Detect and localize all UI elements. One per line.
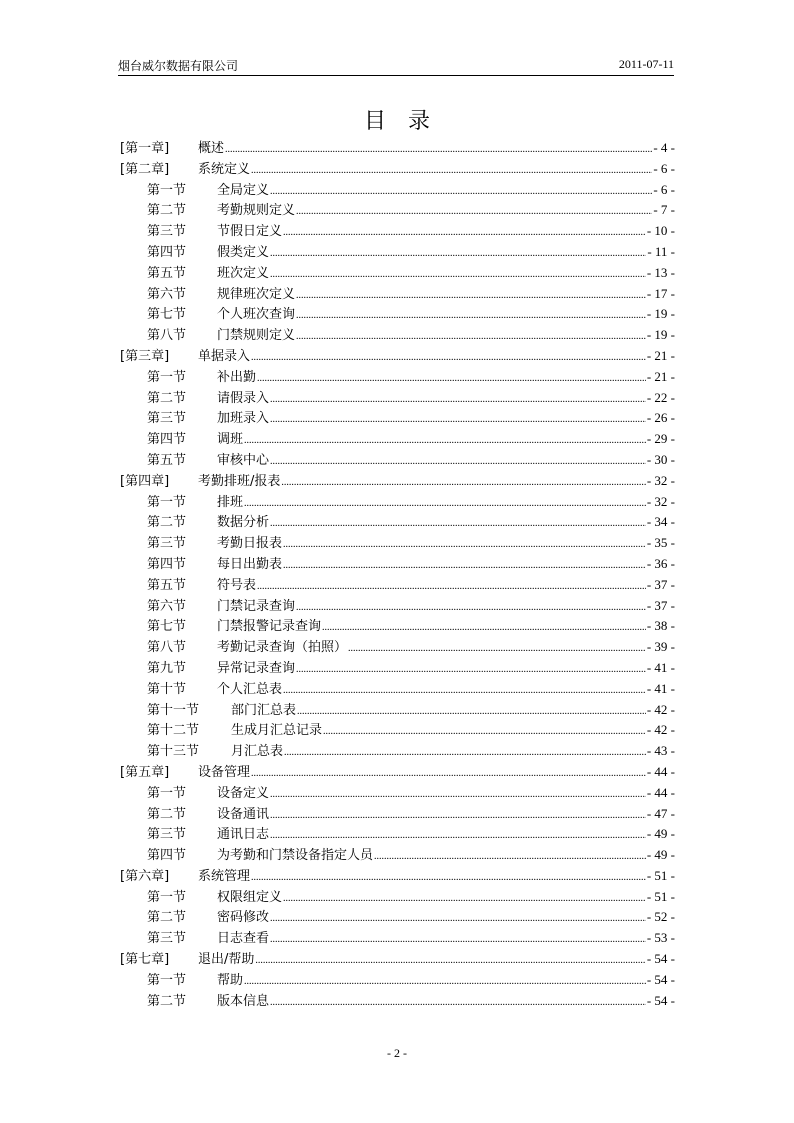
toc-dot-leader — [283, 889, 646, 910]
toc-entry-page: - 26 - — [646, 410, 675, 426]
toc-entry-title: 节假日定义 — [217, 224, 283, 240]
toc-dot-leader — [322, 618, 646, 639]
toc-dot-leader — [244, 431, 646, 452]
toc-entry-title: 假类定义 — [217, 244, 270, 260]
toc-entry-title: 为考勤和门禁设备指定人员 — [217, 848, 374, 864]
toc-chapter-entry[interactable] — [120, 762, 675, 783]
toc-entry-title: 权限组定义 — [217, 889, 283, 905]
toc-section-entry[interactable] — [120, 554, 675, 575]
toc-entry-title: 概述 — [198, 141, 225, 156]
toc-chapter-entry[interactable] — [120, 949, 675, 970]
toc-entry-title: 考勤日报表 — [217, 536, 283, 552]
toc-entry-title: 考勤排班/报表 — [198, 473, 281, 489]
toc-entry-title: 异常记录查询 — [217, 660, 296, 676]
toc-chapter-entry[interactable] — [120, 346, 675, 367]
toc-entry-label: 第二节 — [147, 203, 187, 219]
toc-entry-page: - 54 - — [646, 992, 675, 1008]
toc-dot-leader — [251, 868, 646, 889]
toc-entry-title: 帮助 — [217, 972, 244, 988]
toc-section-entry[interactable] — [120, 388, 675, 409]
toc-entry-label: 第九节 — [147, 660, 187, 676]
toc-entry-page: - 39 - — [646, 639, 675, 655]
toc-entry-title: 排班 — [217, 494, 244, 510]
toc-entry-label: 第五节 — [147, 265, 187, 281]
toc-entry-label: [第五章] — [120, 764, 170, 780]
toc-entry-title: 日志查看 — [217, 931, 270, 947]
toc-entry-page: - 52 - — [646, 909, 675, 925]
toc-section-entry[interactable] — [120, 783, 675, 804]
toc-entry-label: [第六章] — [120, 868, 170, 884]
toc-dot-leader — [296, 306, 646, 327]
toc-entry-label: 第七节 — [147, 307, 187, 323]
toc-entry-label: 第二节 — [147, 390, 187, 406]
toc-entry-title: 系统定义 — [198, 161, 251, 177]
toc-dot-leader — [244, 972, 646, 993]
toc-entry-title: 考勤记录查询（拍照） — [217, 640, 348, 656]
toc-entry-label: 第四节 — [147, 432, 187, 448]
toc-entry-title: 门禁报警记录查询 — [217, 619, 322, 635]
toc-section-entry[interactable] — [120, 284, 675, 305]
toc-entry-page: - 35 - — [646, 535, 675, 551]
toc-chapter-entry[interactable] — [120, 159, 675, 180]
toc-section-entry[interactable] — [120, 700, 675, 721]
toc-section-entry[interactable] — [120, 845, 675, 866]
toc-entry-label: [第四章] — [120, 473, 170, 489]
toc-entry-label: 第三节 — [147, 931, 187, 947]
toc-dot-leader — [270, 265, 646, 286]
toc-dot-leader — [296, 202, 652, 223]
toc-entry-label: 第十一节 — [147, 702, 200, 718]
toc-entry-label: 第一节 — [147, 182, 187, 198]
toc-entry-page: - 36 - — [646, 555, 675, 571]
toc-section-entry[interactable] — [120, 824, 675, 845]
toc-section-entry[interactable] — [120, 429, 675, 450]
toc-entry-label: 第十二节 — [147, 723, 200, 739]
toc-entry-page: - 11 - — [647, 243, 675, 259]
toc-entry-label: 第一节 — [147, 972, 187, 988]
toc-dot-leader — [270, 410, 646, 431]
toc-section-entry[interactable] — [120, 492, 675, 513]
toc-dot-leader — [257, 369, 646, 390]
toc-section-entry[interactable] — [120, 637, 675, 658]
toc-section-entry[interactable] — [120, 970, 675, 991]
toc-dot-leader — [251, 764, 646, 785]
toc-dot-leader — [255, 951, 645, 972]
toc-entry-title: 设备定义 — [217, 785, 270, 801]
toc-entry-page: - 47 - — [646, 805, 675, 821]
toc-entry-page: - 21 - — [646, 347, 675, 363]
toc-dot-leader — [270, 182, 652, 203]
toc-entry-page: - 44 - — [646, 784, 675, 800]
toc-entry-label: 第三节 — [147, 411, 187, 427]
toc-entry-page: - 10 - — [646, 223, 675, 239]
toc-entry-page: - 41 - — [646, 680, 675, 696]
toc-entry-title: 数据分析 — [217, 515, 270, 531]
toc-entry-label: 第二节 — [147, 515, 187, 531]
toc-entry-label: [第一章] — [120, 141, 170, 156]
toc-entry-page: - 6 - — [653, 181, 675, 197]
toc-dot-leader — [270, 390, 646, 411]
toc-dot-leader — [244, 494, 646, 515]
toc-entry-page: - 22 - — [646, 389, 675, 405]
toc-dot-leader — [323, 722, 646, 743]
toc-dot-leader — [297, 702, 646, 723]
toc-section-entry[interactable] — [120, 804, 675, 825]
toc-entry-title: 系统管理 — [198, 868, 251, 884]
toc-entry-page: - 4 - — [653, 140, 675, 155]
toc-entry-label: [第七章] — [120, 952, 170, 968]
toc-entry-title: 调班 — [217, 432, 244, 448]
toc-dot-leader — [296, 598, 646, 619]
toc-entry-page: - 42 - — [646, 722, 675, 738]
toc-section-entry[interactable] — [120, 450, 675, 471]
toc-dot-leader — [270, 993, 646, 1014]
toc-entry-title: 退出/帮助 — [198, 952, 255, 968]
toc-entry-label: 第七节 — [147, 619, 187, 635]
toc-entry-page: - 34 - — [646, 514, 675, 530]
toc-entry-title: 请假录入 — [217, 390, 270, 406]
toc-section-entry[interactable] — [120, 263, 675, 284]
toc-entry-title: 单据录入 — [198, 348, 251, 364]
toc-entry-title: 密码修改 — [217, 910, 270, 926]
toc-section-entry[interactable] — [120, 596, 675, 617]
page-header — [118, 55, 674, 76]
toc-entry-page: - 37 - — [646, 576, 675, 592]
toc-entry-title: 考勤规则定义 — [217, 203, 296, 219]
toc-dot-leader — [257, 577, 646, 598]
toc-dot-leader — [251, 348, 646, 369]
toc-dot-leader — [283, 681, 646, 702]
toc-section-entry[interactable] — [120, 200, 675, 221]
toc-dot-leader — [296, 286, 646, 307]
toc-entry-title: 全局定义 — [217, 182, 270, 198]
toc-entry-label: [第二章] — [120, 161, 170, 177]
toc-entry-title: 月汇总表 — [231, 744, 284, 760]
toc-entry-label: 第三节 — [147, 827, 187, 843]
toc-entry-title: 设备通讯 — [217, 806, 270, 822]
toc-entry-label: 第二节 — [147, 806, 187, 822]
toc-entry-page: - 54 - — [646, 971, 675, 987]
toc-entry-label: [第三章] — [120, 348, 170, 364]
toc-entry-title: 班次定义 — [217, 265, 270, 281]
toc-entry-page: - 17 - — [646, 285, 675, 301]
toc-entry-page: - 19 - — [646, 306, 675, 322]
toc-entry-label: 第十三节 — [147, 744, 200, 760]
toc-dot-leader — [283, 535, 646, 556]
toc-section-entry[interactable] — [120, 616, 675, 637]
toc-dot-leader — [225, 140, 652, 161]
toc-section-entry[interactable] — [120, 408, 675, 429]
toc-section-entry[interactable] — [120, 928, 675, 949]
toc-section-entry[interactable] — [120, 575, 675, 596]
toc-entry-page: - 30 - — [646, 451, 675, 467]
toc-dot-leader — [374, 847, 646, 868]
toc-entry-title: 审核中心 — [217, 452, 270, 468]
toc-entry-page: - 13 - — [646, 264, 675, 280]
toc-entry-label: 第五节 — [147, 452, 187, 468]
toc-dot-leader — [270, 806, 646, 827]
toc-section-entry[interactable] — [120, 180, 675, 201]
toc-entry-label: 第二节 — [147, 910, 187, 926]
toc-entry-label: 第四节 — [147, 244, 187, 260]
toc-dot-leader — [270, 785, 646, 806]
toc-dot-leader — [284, 743, 646, 764]
toc-entry-page: - 49 - — [646, 826, 675, 842]
toc-entry-page: - 7 - — [653, 202, 675, 218]
toc-entry-page: - 51 - — [646, 867, 675, 883]
toc-entry-title: 版本信息 — [217, 993, 270, 1009]
toc-entry-title: 设备管理 — [198, 764, 251, 780]
toc-dot-leader — [296, 327, 646, 348]
toc-entry-label: 第八节 — [147, 328, 187, 344]
toc-section-entry[interactable] — [120, 304, 675, 325]
toc-entry-page: - 32 - — [646, 472, 675, 488]
toc-entry-title: 部门汇总表 — [231, 702, 297, 718]
toc-dot-leader — [270, 452, 646, 473]
toc-entry-page: - 37 - — [646, 597, 675, 613]
toc-entry-label: 第一节 — [147, 889, 187, 905]
toc-dot-leader — [283, 223, 646, 244]
toc-section-entry[interactable] — [120, 741, 675, 762]
toc-entry-label: 第一节 — [147, 785, 187, 801]
toc-entry-title: 个人班次查询 — [217, 307, 296, 323]
toc-entry-page: - 44 - — [646, 763, 675, 779]
toc-entry-page: - 49 - — [646, 847, 675, 863]
toc-entry-title: 规律班次定义 — [217, 286, 296, 302]
toc-entry-page: - 42 - — [646, 701, 675, 717]
toc-entry-page: - 6 - — [653, 160, 675, 176]
toc-entry-label: 第十节 — [147, 681, 187, 697]
toc-entry-label: 第六节 — [147, 598, 187, 614]
toc-entry-title: 每日出勤表 — [217, 556, 283, 572]
toc-entry-page: - 43 - — [646, 743, 675, 759]
toc-entry-page: - 54 - — [646, 951, 675, 967]
toc-chapter-entry[interactable] — [120, 471, 675, 492]
toc-section-entry[interactable] — [120, 887, 675, 908]
toc-entry-page: - 53 - — [646, 930, 675, 946]
toc-entry-label: 第三节 — [147, 224, 187, 240]
toc-entry-title: 符号表 — [217, 577, 257, 593]
toc-entry-page: - 38 - — [646, 618, 675, 634]
toc-entry-title: 加班录入 — [217, 411, 270, 427]
header-date: 2011-07-11 — [618, 57, 674, 71]
toc-entry-label: 第一节 — [147, 369, 187, 385]
toc-section-entry[interactable] — [120, 367, 675, 388]
page-title: 目录 — [363, 109, 452, 134]
toc-entry-label: 第五节 — [147, 577, 187, 593]
toc-section-entry[interactable] — [120, 991, 675, 1012]
toc-section-entry[interactable] — [120, 533, 675, 554]
company-name: 烟台威尔数据有限公司 — [118, 59, 239, 73]
toc-entry-label: 第六节 — [147, 286, 187, 302]
toc-entry-label: 第四节 — [147, 556, 187, 572]
toc-entry-title: 生成月汇总记录 — [231, 723, 323, 739]
toc-dot-leader — [270, 514, 646, 535]
toc-entry-title: 门禁规则定义 — [217, 328, 296, 344]
toc-dot-leader — [270, 930, 646, 951]
toc-section-entry[interactable] — [120, 658, 675, 679]
toc-dot-leader — [270, 244, 646, 265]
toc-chapter-entry[interactable] — [120, 866, 675, 887]
toc-dot-leader — [270, 826, 646, 847]
toc-dot-leader — [251, 161, 652, 182]
toc-entry-title: 门禁记录查询 — [217, 598, 296, 614]
toc-section-entry[interactable] — [120, 720, 675, 741]
table-of-contents — [120, 138, 675, 1011]
toc-entry-page: - 29 - — [646, 431, 675, 447]
toc-section-entry[interactable] — [120, 679, 675, 700]
toc-entry-page: - 41 - — [646, 659, 675, 675]
toc-section-entry[interactable] — [120, 221, 675, 242]
toc-section-entry[interactable] — [120, 242, 675, 263]
toc-section-entry[interactable] — [120, 907, 675, 928]
toc-entry-page: - 19 - — [646, 327, 675, 343]
page-number: - 2 - — [387, 1046, 407, 1060]
toc-entry-label: 第二节 — [147, 993, 187, 1009]
toc-entry-label: 第一节 — [147, 494, 187, 510]
toc-entry-page: - 32 - — [646, 493, 675, 509]
toc-entry-label: 第四节 — [147, 848, 187, 864]
toc-dot-leader — [283, 556, 646, 577]
toc-entry-title: 补出勤 — [217, 369, 257, 385]
toc-dot-leader — [348, 639, 646, 660]
toc-entry-label: 第三节 — [147, 536, 187, 552]
toc-chapter-entry[interactable] — [120, 138, 675, 159]
toc-entry-title: 个人汇总表 — [217, 681, 283, 697]
toc-section-entry[interactable] — [120, 512, 675, 533]
toc-entry-label: 第八节 — [147, 640, 187, 656]
toc-entry-title: 通讯日志 — [217, 827, 270, 843]
toc-dot-leader — [281, 473, 645, 494]
toc-dot-leader — [270, 909, 646, 930]
toc-dot-leader — [296, 660, 646, 681]
toc-section-entry[interactable] — [120, 325, 675, 346]
toc-entry-page: - 51 - — [646, 888, 675, 904]
toc-entry-page: - 21 - — [646, 368, 675, 384]
